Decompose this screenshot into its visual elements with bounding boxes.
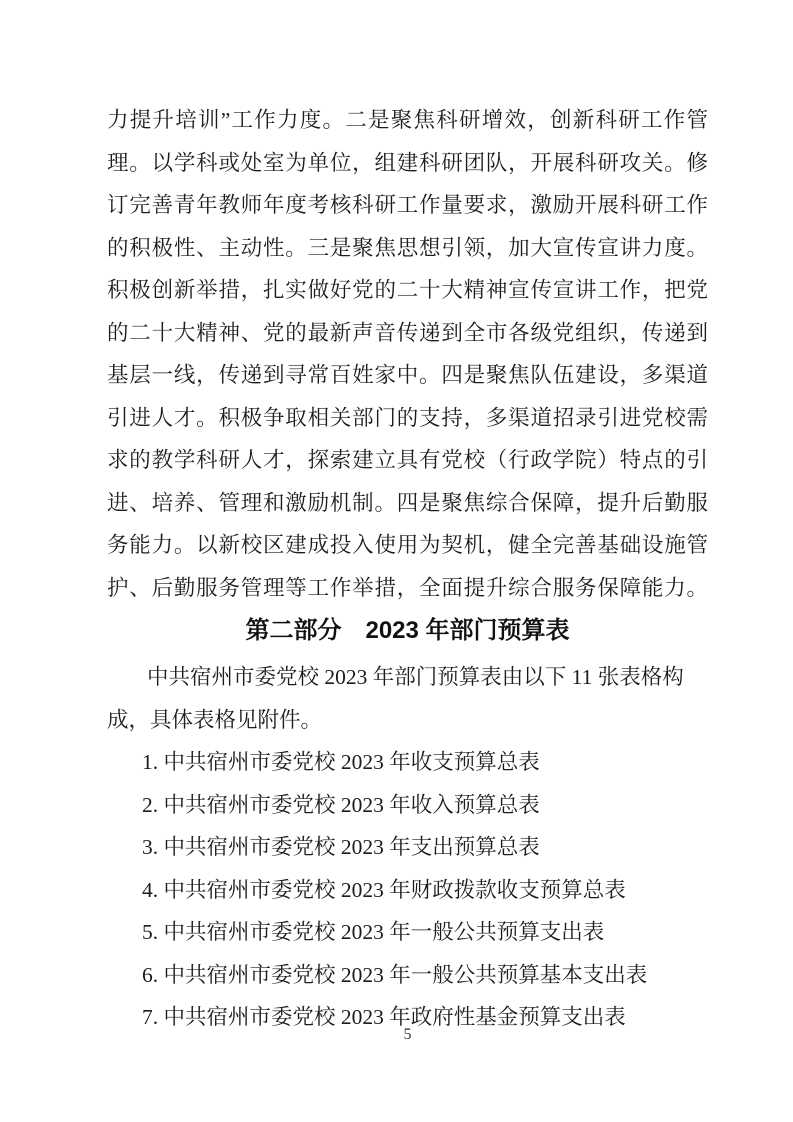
paragraph-line: 务能力。以新校区建成投入使用为契机，健全完善基础设施管: [107, 533, 708, 557]
paragraph-line: 基层一线，传递到寻常百姓家中。四是聚焦队伍建设，多渠道: [107, 363, 708, 387]
paragraph-line: 引进人才。积极争取相关部门的支持，多渠道招录引进党校需: [107, 405, 708, 430]
intro-line: 成，具体表格见附件。: [107, 707, 323, 732]
continued-paragraph: [107, 99, 708, 609]
paragraph-line: 订完善青年教师年度考核科研工作量要求，激励开展科研工作: [107, 193, 708, 217]
list-item: 5. 中共宿州市委党校 2023 年一般公共预算支出表: [142, 920, 605, 944]
paragraph-line: 积极创新举措，扎实做好党的二十大精神宣传宣讲工作，把党: [107, 278, 708, 302]
page-content: [107, 99, 708, 1039]
paragraph-line: 的二十大精神、党的最新声音传递到全市各级党组织，传递到: [107, 320, 708, 345]
list-item: 6. 中共宿州市委党校 2023 年一般公共预算基本支出表: [142, 962, 648, 987]
intro-paragraph: [107, 656, 708, 741]
intro-line: 中共宿州市委党校 2023 年部门预算表由以下 11 张表格构: [147, 665, 684, 689]
paragraph-line: 求的教学科研人才，探索建立具有党校（行政学院）特点的引: [107, 448, 708, 472]
list-item: 7. 中共宿州市委党校 2023 年政府性基金预算支出表: [142, 1005, 626, 1029]
list-item: 1. 中共宿州市委党校 2023 年收支预算总表: [142, 750, 540, 774]
list-item: 3. 中共宿州市委党校 2023 年支出预算总表: [142, 835, 540, 859]
budget-table-list: [107, 741, 708, 1039]
paragraph-line: 理。以学科或处室为单位，组建科研团队，开展科研攻关。修: [107, 150, 708, 175]
section-heading: 第二部分 2023 年部门预算表: [245, 617, 570, 644]
paragraph-line: 的积极性、主动性。三是聚焦思想引领，加大宣传宣讲力度。: [107, 235, 708, 260]
list-item: 2. 中共宿州市委党校 2023 年收入预算总表: [142, 792, 540, 817]
paragraph-line: 力提升培训”工作力度。二是聚焦科研增效，创新科研工作管: [107, 108, 708, 132]
paragraph-line: 护、后勤服务管理等工作举措，全面提升综合服务保障能力。: [107, 575, 708, 600]
paragraph-line: 进、培养、管理和激励机制。四是聚焦综合保障，提升后勤服: [107, 490, 708, 515]
list-item: 4. 中共宿州市委党校 2023 年财政拨款收支预算总表: [142, 877, 626, 902]
page-number: 5: [403, 1026, 412, 1043]
